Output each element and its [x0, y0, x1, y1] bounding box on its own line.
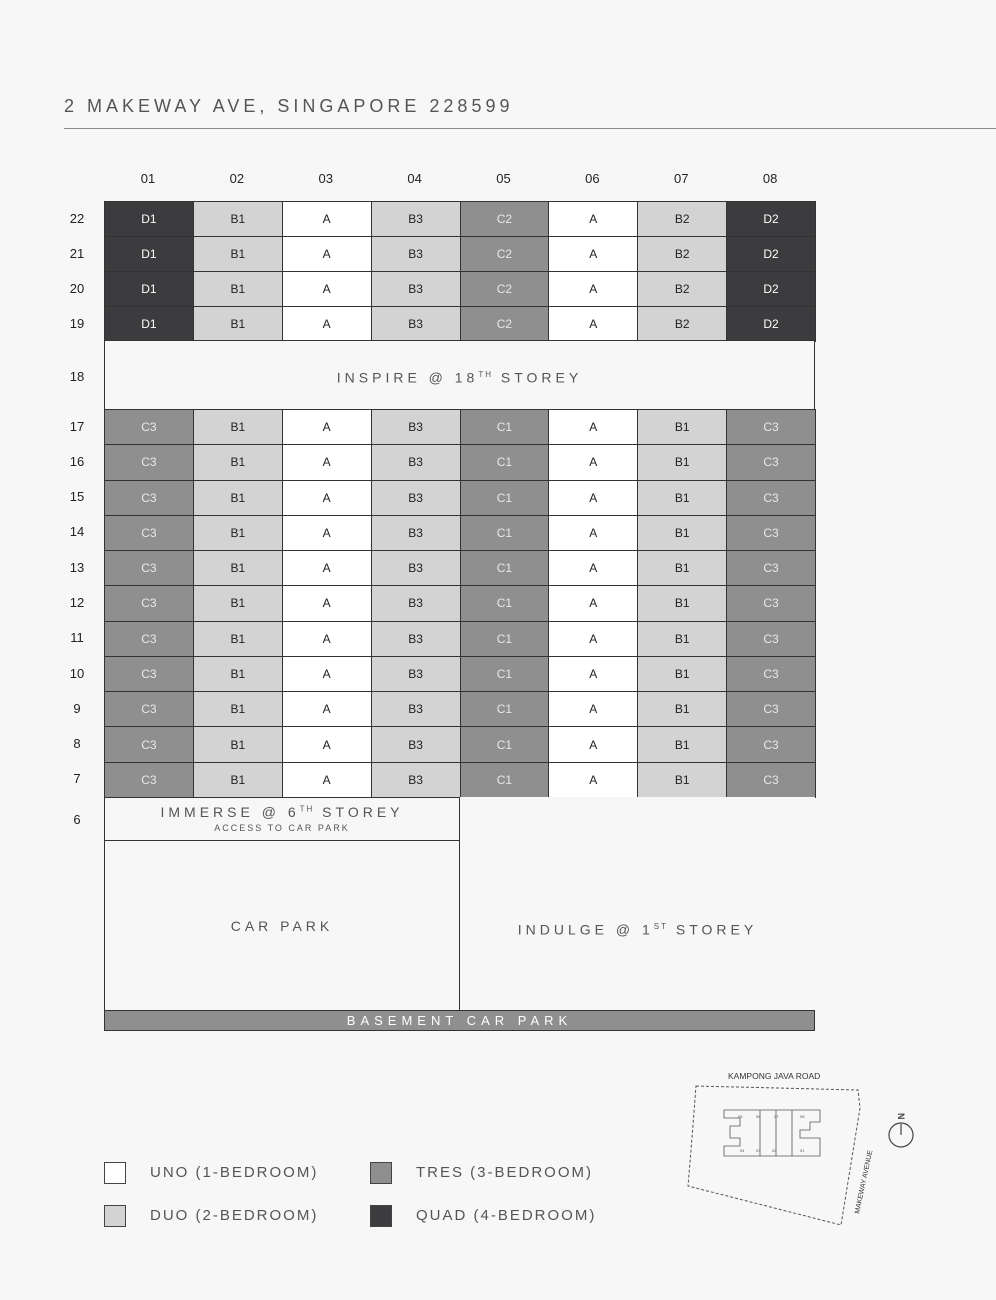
unit-cell-22-01[interactable]: D1: [104, 201, 194, 237]
header-divider: [64, 128, 996, 129]
unit-cell-15-07[interactable]: B1: [637, 480, 727, 516]
legend-swatch-duo: [104, 1205, 126, 1227]
unit-cell-15-05[interactable]: C1: [460, 480, 550, 516]
floor-label-21: 21: [69, 245, 85, 261]
unit-cell-12-02[interactable]: B1: [193, 585, 283, 621]
immerse-band: [104, 797, 460, 841]
unit-cell-13-04[interactable]: B3: [371, 550, 461, 586]
floor-label-16: 16: [69, 453, 85, 469]
unit-cell-14-08[interactable]: C3: [726, 515, 816, 551]
legend-swatch-quad: [370, 1205, 392, 1227]
unit-cell-21-08[interactable]: D2: [726, 236, 816, 272]
unit-cell-10-07[interactable]: B1: [637, 656, 727, 692]
unit-cell-8-03[interactable]: A: [282, 726, 372, 762]
unit-cell-14-04[interactable]: B3: [371, 515, 461, 551]
floor-label-19: 19: [69, 315, 85, 331]
unit-mini-labels-bottom: [740, 1148, 805, 1153]
unit-cell-22-02[interactable]: B1: [193, 201, 283, 237]
unit-cell-17-08[interactable]: C3: [726, 409, 816, 445]
floor-label-10: 10: [69, 665, 85, 681]
unit-cell-8-02[interactable]: B1: [193, 726, 283, 762]
unit-cell-20-01[interactable]: D1: [104, 271, 194, 307]
floor-label-20: 20: [69, 280, 85, 296]
unit-cell-15-03[interactable]: A: [282, 480, 372, 516]
unit-cell-21-03[interactable]: A: [282, 236, 372, 272]
unit-cell-12-07[interactable]: B1: [637, 585, 727, 621]
unit-cell-11-06[interactable]: A: [548, 621, 638, 657]
inspire-label: INSPIRE @ 18: [336, 369, 479, 386]
legend-swatch-uno: [104, 1162, 126, 1184]
unit-cell-13-07[interactable]: B1: [637, 550, 727, 586]
unit-cell-9-07[interactable]: B1: [637, 691, 727, 727]
unit-cell-14-06[interactable]: A: [548, 515, 638, 551]
unit-cell-12-01[interactable]: C3: [104, 585, 194, 621]
indulge-block: [459, 797, 815, 1011]
floor-label-14: 14: [69, 524, 85, 540]
unit-cell-10-06[interactable]: A: [548, 656, 638, 692]
unit-cell-10-02[interactable]: B1: [193, 656, 283, 692]
unit-cell-19-06[interactable]: A: [548, 306, 638, 342]
unit-cell-21-02[interactable]: B1: [193, 236, 283, 272]
car-park-label: CAR PARK: [230, 918, 334, 934]
unit-cell-13-08[interactable]: C3: [726, 550, 816, 586]
unit-cell-16-04[interactable]: B3: [371, 444, 461, 480]
column-header-06: 06: [585, 171, 600, 186]
unit-cell-8-04[interactable]: B3: [371, 726, 461, 762]
unit-cell-9-04[interactable]: B3: [371, 691, 461, 727]
unit-cell-21-04[interactable]: B3: [371, 236, 461, 272]
unit-cell-16-06[interactable]: A: [548, 444, 638, 480]
unit-cell-15-06[interactable]: A: [548, 480, 638, 516]
unit-cell-20-04[interactable]: B3: [371, 271, 461, 307]
mini-label: 07: [774, 1114, 779, 1119]
unit-cell-13-01[interactable]: C3: [104, 550, 194, 586]
unit-cell-14-05[interactable]: C1: [460, 515, 550, 551]
unit-cell-12-03[interactable]: A: [282, 585, 372, 621]
unit-cell-22-07[interactable]: B2: [637, 201, 727, 237]
indulge-sup: ST: [653, 922, 669, 931]
floor-label-9: 9: [73, 700, 81, 716]
legend-label-quad: QUAD (4-BEDROOM): [416, 1207, 597, 1224]
immerse-suffix: STOREY: [314, 804, 404, 820]
unit-cell-15-02[interactable]: B1: [193, 480, 283, 516]
unit-cell-17-07[interactable]: B1: [637, 409, 727, 445]
site-boundary: [688, 1086, 860, 1225]
unit-cell-22-03[interactable]: A: [282, 201, 372, 237]
mini-label: 01: [800, 1148, 805, 1153]
unit-cell-10-04[interactable]: B3: [371, 656, 461, 692]
unit-cell-10-05[interactable]: C1: [460, 656, 550, 692]
legend-label-uno: UNO (1-BEDROOM): [150, 1164, 319, 1181]
unit-cell-10-01[interactable]: C3: [104, 656, 194, 692]
floor-label-18: 18: [69, 369, 85, 384]
unit-cell-22-06[interactable]: A: [548, 201, 638, 237]
unit-cell-20-08[interactable]: D2: [726, 271, 816, 307]
unit-cell-19-04[interactable]: B3: [371, 306, 461, 342]
unit-cell-15-04[interactable]: B3: [371, 480, 461, 516]
road-label-side: MAKEWAY AVENUE: [854, 1149, 875, 1215]
legend-label-duo: DUO (2-BEDROOM): [150, 1207, 319, 1224]
unit-cell-11-07[interactable]: B1: [637, 621, 727, 657]
inspire-sup: TH: [478, 370, 494, 379]
unit-cell-14-02[interactable]: B1: [193, 515, 283, 551]
unit-cell-13-03[interactable]: A: [282, 550, 372, 586]
indulge-suffix: STOREY: [668, 921, 758, 938]
unit-cell-16-08[interactable]: C3: [726, 444, 816, 480]
unit-cell-19-07[interactable]: B2: [637, 306, 727, 342]
unit-cell-11-04[interactable]: B3: [371, 621, 461, 657]
column-header-03: 03: [318, 171, 333, 186]
column-header-04: 04: [407, 171, 422, 186]
unit-cell-12-06[interactable]: A: [548, 585, 638, 621]
unit-cell-17-01[interactable]: C3: [104, 409, 194, 445]
car-park-block: [104, 840, 460, 1011]
column-header-07: 07: [674, 171, 689, 186]
unit-cell-16-05[interactable]: C1: [460, 444, 550, 480]
unit-cell-19-02[interactable]: B1: [193, 306, 283, 342]
floor-label-11: 11: [70, 630, 84, 646]
unit-cell-13-06[interactable]: A: [548, 550, 638, 586]
unit-cell-20-06[interactable]: A: [548, 271, 638, 307]
unit-cell-9-08[interactable]: C3: [726, 691, 816, 727]
unit-cell-17-04[interactable]: B3: [371, 409, 461, 445]
floor-label-6: 6: [73, 812, 81, 827]
unit-cell-20-03[interactable]: A: [282, 271, 372, 307]
unit-cell-21-06[interactable]: A: [548, 236, 638, 272]
unit-cell-21-01[interactable]: D1: [104, 236, 194, 272]
unit-cell-7-07[interactable]: B1: [637, 762, 727, 798]
unit-cell-7-04[interactable]: B3: [371, 762, 461, 798]
unit-cell-11-02[interactable]: B1: [193, 621, 283, 657]
immerse-label: IMMERSE @ 6: [160, 804, 300, 820]
unit-cell-8-07[interactable]: B1: [637, 726, 727, 762]
unit-cell-12-08[interactable]: C3: [726, 585, 816, 621]
unit-cell-9-01[interactable]: C3: [104, 691, 194, 727]
site-map-drawing: [680, 1068, 930, 1238]
floor-label-8: 8: [73, 736, 81, 752]
legend-swatch-tres: [370, 1162, 392, 1184]
mini-label: 04: [740, 1148, 745, 1153]
unit-cell-11-08[interactable]: C3: [726, 621, 816, 657]
unit-cell-21-07[interactable]: B2: [637, 236, 727, 272]
unit-cell-11-01[interactable]: C3: [104, 621, 194, 657]
unit-cell-7-06[interactable]: A: [548, 762, 638, 798]
unit-cell-14-03[interactable]: A: [282, 515, 372, 551]
unit-cell-20-07[interactable]: B2: [637, 271, 727, 307]
north-arrow-icon: [889, 1113, 913, 1147]
legend-label-tres: TRES (3-BEDROOM): [416, 1164, 594, 1181]
inspire-suffix: STOREY: [493, 369, 583, 386]
unit-cell-20-02[interactable]: B1: [193, 271, 283, 307]
unit-cell-9-06[interactable]: A: [548, 691, 638, 727]
unit-cell-16-07[interactable]: B1: [637, 444, 727, 480]
basement-band: BASEMENT CAR PARK: [104, 1010, 815, 1031]
unit-cell-7-02[interactable]: B1: [193, 762, 283, 798]
address-header: 2 MAKEWAY AVE, SINGAPORE 228599: [64, 96, 514, 116]
floor-label-7: 7: [73, 771, 81, 787]
column-header-01: 01: [140, 171, 156, 186]
unit-cell-17-06[interactable]: A: [548, 409, 638, 445]
unit-mini-labels-top: [738, 1114, 805, 1119]
unit-cell-17-03[interactable]: A: [282, 409, 372, 445]
floor-label-15: 15: [69, 489, 85, 505]
site-map: [680, 1068, 930, 1238]
floor-label-17: 17: [69, 418, 85, 434]
unit-cell-14-07[interactable]: B1: [637, 515, 727, 551]
unit-cell-13-02[interactable]: B1: [193, 550, 283, 586]
unit-cell-7-01[interactable]: C3: [104, 762, 194, 798]
unit-cell-17-02[interactable]: B1: [193, 409, 283, 445]
unit-cell-20-05[interactable]: C2: [460, 271, 550, 307]
unit-cell-8-01[interactable]: C3: [104, 726, 194, 762]
unit-cell-12-05[interactable]: C1: [460, 585, 550, 621]
unit-cell-21-05[interactable]: C2: [460, 236, 550, 272]
unit-cell-7-08[interactable]: C3: [726, 762, 816, 798]
unit-cell-8-05[interactable]: C1: [460, 726, 550, 762]
unit-cell-9-03[interactable]: A: [282, 691, 372, 727]
unit-cell-9-02[interactable]: B1: [193, 691, 283, 727]
unit-cell-10-08[interactable]: C3: [726, 656, 816, 692]
unit-cell-12-04[interactable]: B3: [371, 585, 461, 621]
unit-cell-16-03[interactable]: A: [282, 444, 372, 480]
unit-cell-11-03[interactable]: A: [282, 621, 372, 657]
unit-cell-11-05[interactable]: C1: [460, 621, 550, 657]
floor-label-13: 13: [69, 559, 85, 575]
north-label: N: [896, 1113, 906, 1120]
mini-label: 02: [772, 1148, 777, 1153]
unit-cell-15-01[interactable]: C3: [104, 480, 194, 516]
unit-cell-19-08[interactable]: D2: [726, 306, 816, 342]
unit-cell-14-01[interactable]: C3: [104, 515, 194, 551]
column-header-05: 05: [496, 171, 511, 186]
unit-cell-8-06[interactable]: A: [548, 726, 638, 762]
unit-cell-15-08[interactable]: C3: [726, 480, 816, 516]
column-header-08: 08: [762, 171, 778, 186]
unit-cell-16-01[interactable]: C3: [104, 444, 194, 480]
floor-label-12: 12: [69, 594, 85, 610]
unit-cell-13-05[interactable]: C1: [460, 550, 550, 586]
unit-cell-17-05[interactable]: C1: [460, 409, 550, 445]
indulge-label: INDULGE @ 1: [517, 921, 654, 938]
road-label-top: KAMPONG JAVA ROAD: [728, 1071, 821, 1081]
unit-cell-7-05[interactable]: C1: [460, 762, 550, 798]
unit-cell-19-01[interactable]: D1: [104, 306, 194, 342]
column-header-02: 02: [229, 171, 245, 186]
unit-cell-16-02[interactable]: B1: [193, 444, 283, 480]
unit-cell-19-05[interactable]: C2: [460, 306, 550, 342]
unit-cell-22-08[interactable]: D2: [726, 201, 816, 237]
inspire-band: [104, 340, 815, 410]
unit-cell-19-03[interactable]: A: [282, 306, 372, 342]
unit-cell-22-05[interactable]: C2: [460, 201, 550, 237]
immerse-sub: ACCESS TO CAR PARK: [214, 823, 350, 833]
mini-label: 08: [800, 1114, 805, 1119]
unit-cell-7-03[interactable]: A: [282, 762, 372, 798]
unit-cell-8-08[interactable]: C3: [726, 726, 816, 762]
unit-cell-22-04[interactable]: B3: [371, 201, 461, 237]
floor-label-22: 22: [69, 210, 85, 226]
unit-cell-9-05[interactable]: C1: [460, 691, 550, 727]
mini-label: 03: [756, 1148, 761, 1153]
mini-label: 06: [756, 1114, 761, 1119]
unit-cell-10-03[interactable]: A: [282, 656, 372, 692]
immerse-sup: TH: [299, 804, 315, 814]
mini-label: 05: [738, 1114, 743, 1119]
